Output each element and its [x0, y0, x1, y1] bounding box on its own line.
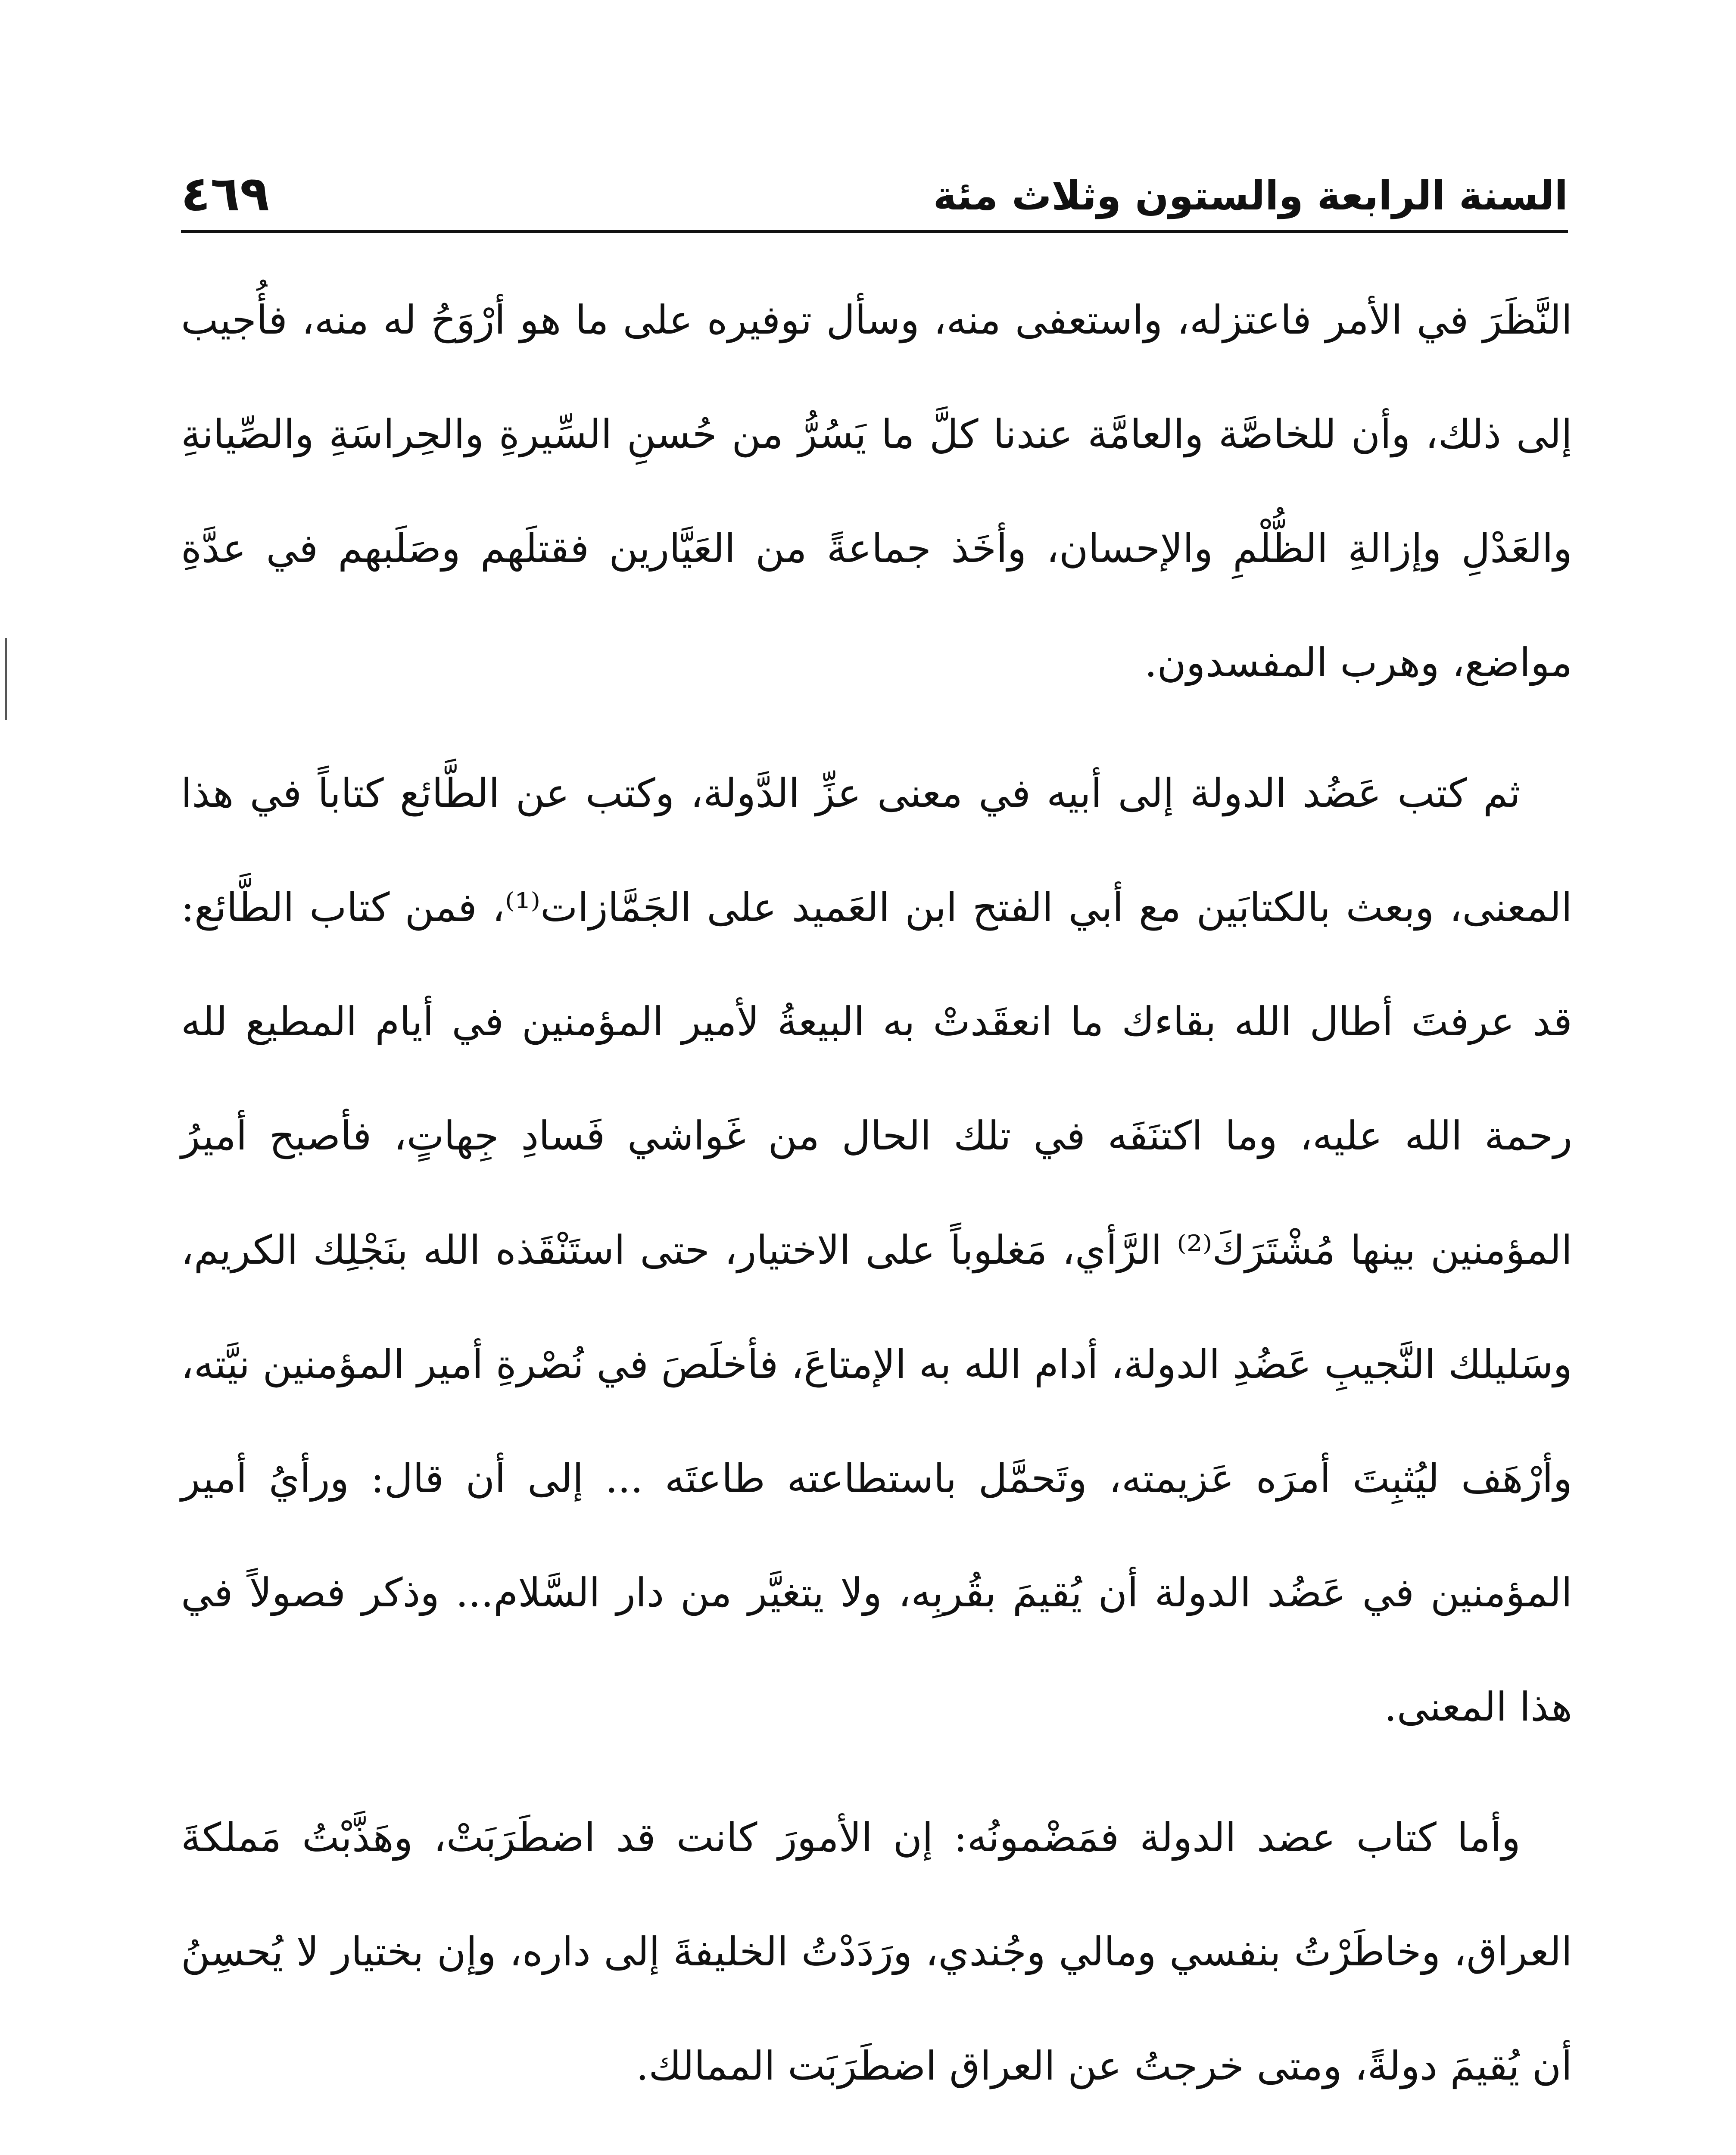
page-number: ٤٦٩	[181, 166, 270, 222]
header-rule	[181, 230, 1568, 233]
paragraph	[181, 2139, 1572, 2155]
main-text	[181, 263, 1572, 2155]
running-title: السنة الرابعة والستون وثلاث مئة	[933, 173, 1568, 219]
page-header	[181, 159, 1568, 233]
margin-mark	[5, 638, 7, 720]
paragraph: وأما كتاب عضد الدولة فمَضْمونُه: إن الأمورَ كانت قد اضطَرَبَتْ، وهَذَّبْتُ مَملكةَ العراق، وخاطَرْتُ بنفسي ومالي وجُندي، ورَدَدْتُ الخليفةَ إلى داره، وإن بختيار لا يُحسِنُ أن يُقيمَ دولةً، ومتى خرجتُ عن العراق اضطَرَبَت الممالك.	[181, 1815, 1572, 2089]
paragraph: النَّظَرَ في الأمر فاعتزله، واستعفى منه، وسأل توفيره على ما هو أرْوَحُ له منه، فأُجيب إلى ذلك، وأن للخاصَّة والعامَّة عندنا كلَّ ما يَسُرُّ من حُسنِ السِّيرةِ والحِراسَةِ والصِّيانةِ والعَدْلِ وإزالةِ الظُّلْمِ والإحسان، وأخَذ جماعةً من العَيَّارين فقتلَهم وصَلَبهم في عدَّةِ مواضع، وهرب المفسدون.	[181, 297, 1572, 686]
paragraph: ثم كتب عَضُد الدولة إلى أبيه في معنى عزِّ الدَّولة، وكتب عن الطَّائع كتاباً في هذا المعنى، وبعث بالكتابَين مع أبي الفتح ابن العَميد على الجَمَّازات⁽¹⁾، فمن كتاب الطَّائع: قد عرفتَ أطال الله بقاءك ما انعقَدتْ به البيعةُ لأمير المؤمنين في أيام المطيع لله رحمة الله عليه، وما اكتنَفَه في تلك الحال من غَواشي فَسادِ جِهاتٍ، فأصبح أميرُ المؤمنين بينها مُشْتَرَكَ⁽²⁾ الرَّأي، مَغلوباً على الاختيار، حتى استَنْقَذه الله بنَجْلِك الكريم، وسَليلك النَّجيبِ عَضُدِ الدولة، أدام الله به الإمتاعَ، فأخلَصَ في نُصْرةِ أمير المؤمنين نيَّته، وأرْهَف ليُثبِتَ أمرَه عَزيمته، وتَحمَّل باستطاعته طاعتَه ... إلى أن قال: ورأيُ أمير المؤمنين في عَضُد الدولة أن يُقيمَ بقُربِه، ولا يتغيَّر من دار السَّلام... وذكر فصولاً في هذا المعنى.	[181, 770, 1573, 1730]
